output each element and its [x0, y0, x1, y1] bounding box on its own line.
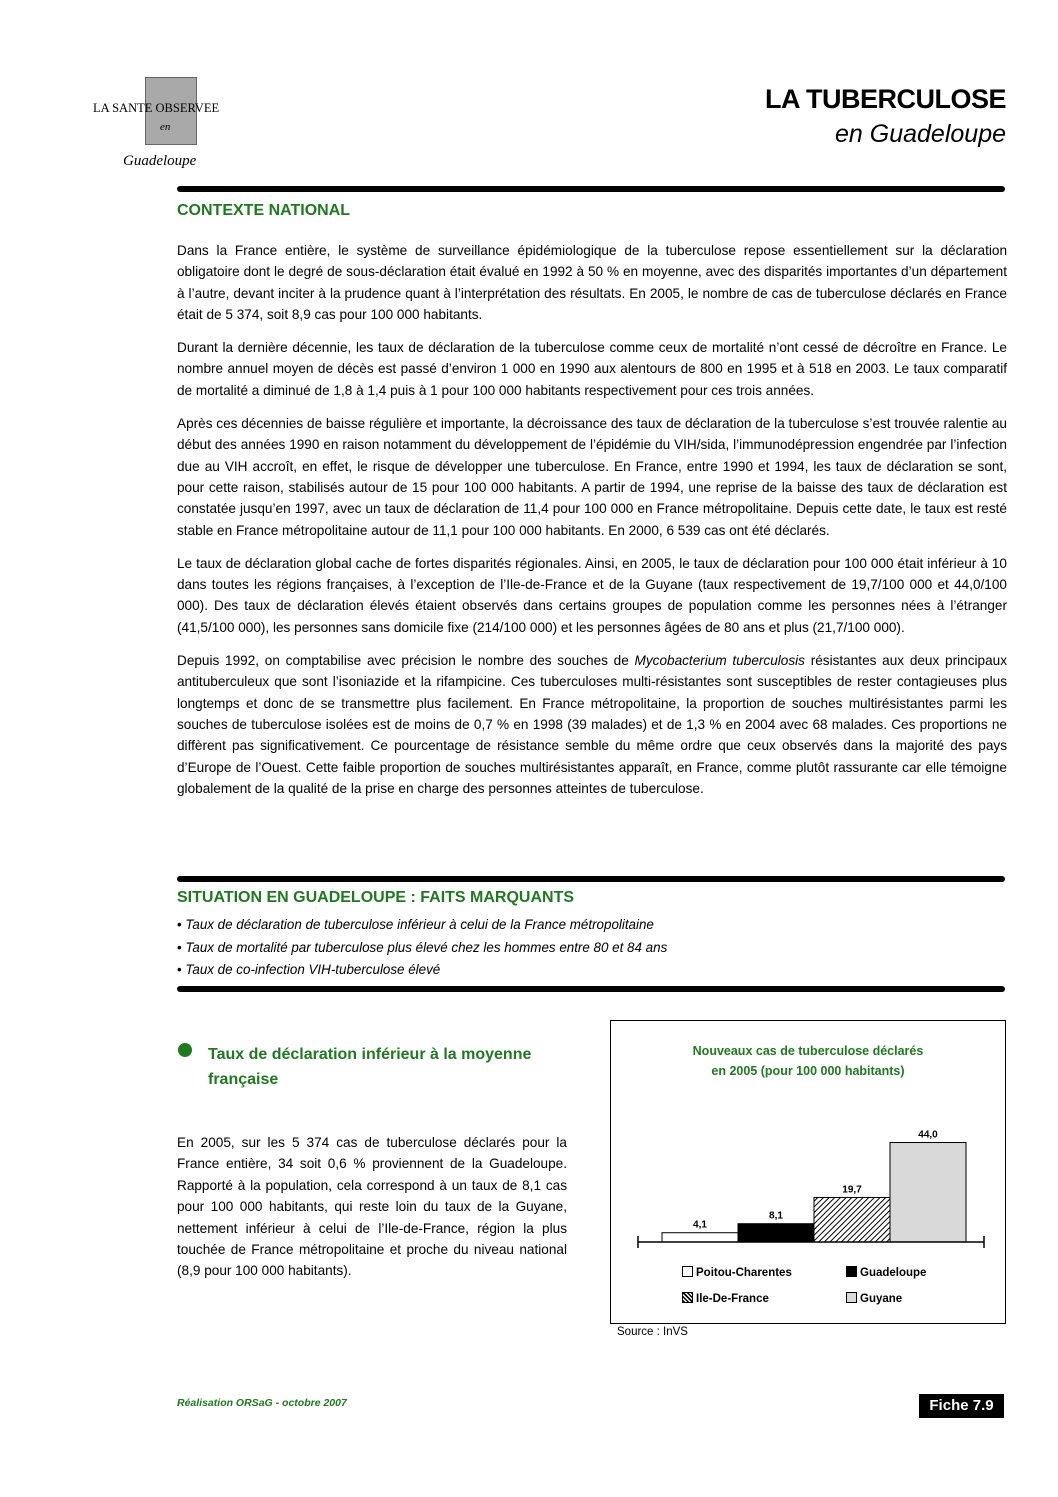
legend-swatch: [846, 1292, 857, 1303]
legend-swatch: [682, 1266, 693, 1277]
list-item: • Taux de mortalité par tuberculose plus élevé chez les hommes entre 80 et 84 ans: [177, 937, 667, 960]
divider-rule-top: [177, 186, 1005, 192]
legend-label: Guyane: [860, 1293, 903, 1305]
data-label: 44,0: [918, 1129, 938, 1141]
legend-item: [682, 1266, 792, 1279]
logo-line-3: Guadeloupe: [123, 153, 197, 169]
logo-line-1: LA SANTE OBSERVEE: [93, 101, 220, 115]
page-subtitle: en Guadeloupe: [835, 120, 1006, 148]
page-title: LA TUBERCULOSE: [765, 84, 1006, 114]
data-label: 19,7: [842, 1184, 862, 1196]
paragraph: Dans la France entière, le système de surveillance épidémiologique de la tuberculose repose essentiellement sur la déclaration obligatoire dont le degré de sous-déclaration était évalué en 1992 à 50 % en moyenne, avec des disparités importantes d’un département à l’autre, devant inciter à la prudence quant à l’interprétation des résultats. En 2005, le nombre de cas de tuberculose déclarés en France était de 5 374, soit 8,9 cas pour 100 000 habitants.: [177, 243, 1007, 322]
logo-line-2: en: [160, 121, 171, 133]
section-body-contexte: [177, 240, 1007, 811]
divider-rule-lower: [177, 986, 1005, 992]
data-label: 4,1: [693, 1219, 707, 1231]
legend-label: Guadeloupe: [860, 1267, 927, 1279]
legend-item: [846, 1266, 926, 1279]
chart-title-line-2: en 2005 (pour 100 000 habitants): [711, 1064, 905, 1078]
section-heading-situation: SITUATION EN GUADELOUPE : FAITS MARQUANTS: [177, 889, 575, 906]
bar-guyane: [890, 1143, 966, 1242]
divider-rule-middle: [177, 876, 1005, 882]
footer-credit: Réalisation ORSaG - octobre 2007: [177, 1397, 347, 1409]
chart-source: Source : InVS: [617, 1326, 688, 1338]
data-label: 8,1: [769, 1210, 783, 1222]
section-title-taux: Taux de déclaration inférieur à la moyenne française: [208, 1046, 532, 1088]
legend-swatch: [682, 1292, 693, 1303]
section-heading-contexte: CONTEXTE NATIONAL: [177, 202, 351, 219]
chart-title-line-1: Nouveaux cas de tuberculose déclarés: [692, 1044, 924, 1058]
legend-label: Poitou-Charentes: [696, 1267, 792, 1279]
section-body-taux: En 2005, sur les 5 374 cas de tuberculose déclarés pour la France entière, 34 soit 0,6 % proviennent de la Guadeloupe. Rapporté à la population, cela correspond à un taux de 8,1 cas pour 100 000 habitants, qui reste loin du taux de la Guyane, nettement inférieur à celui de l’Ile-de-France, région la plus touchée de France métropolitaine et proche du niveau national (8,9 pour 100 000 habitants).: [177, 1135, 567, 1279]
bar-ile-de-france: [814, 1197, 890, 1242]
legend-label: Ile-De-France: [696, 1293, 769, 1305]
legend-swatch: [846, 1266, 857, 1277]
bar-chart: [610, 1020, 1006, 1324]
bar-guadeloupe: [738, 1224, 814, 1242]
paragraph: Durant la dernière décennie, les taux de déclaration de la tuberculose comme ceux de mortalité n’ont cessé de décroître en France. Le nombre annuel moyen de décès est passé d’environ 1 000 en 1990 aux alentours de 800 en 1995 et à 518 en 2003. Le taux comparatif de mortalité a diminué de 1,8 à 1,4 puis à 1 pour 100 000 habitants respectivement pour ces trois années.: [177, 340, 1007, 398]
paragraph: Depuis 1992, on comptabilise avec précision le nombre des souches de Mycobacterium tuberculosis résistantes aux deux principaux antituberculeux que sont l’isoniazide et la rifampicine. Ces tuberculoses multi-résistantes sont susceptibles de rester contagieuses plus longtemps et donc de se transmettre plus facilement. En France métropolitaine, la proportion de souches multirésistantes parmi les souches de tuberculose isolées est de moins de 0,7 % en 1998 (39 malades) et de 1,3 % en 2004 avec 68 malades. Ces proportions ne diffèrent pas significativement. Ce pourcentage de résistance semble du même ordre que ceux observés dans la majorité des pays d’Europe de l’Ouest. Cette faible proportion de souches multirésistantes apparaît, en France, comme plutôt rassurante car elle témoigne globalement de la qualité de la prise en charge des personnes atteintes de tuberculose.: [177, 653, 1007, 796]
bullet-dot-icon: [178, 1043, 192, 1057]
legend-item: [682, 1292, 769, 1305]
list-item: • Taux de co-infection VIH-tuberculose élevé: [177, 959, 667, 982]
list-item: • Taux de déclaration de tuberculose inférieur à celui de la France métropolitaine: [177, 914, 667, 937]
fiche-badge: Fiche 7.9: [919, 1394, 1004, 1418]
highlights-list: [177, 914, 667, 982]
paragraph: Après ces décennies de baisse régulière et importante, la décroissance des taux de déclaration de la tuberculose s’est trouvée ralentie au début des années 1990 en raison notamment du développement de l’épidémie du VIH/sida, l’immunodépression engendrée par l’infection due au VIH accroît, en effet, le risque de développer une tuberculose. En France, entre 1990 et 1994, les taux de déclaration se sont, pour cette raison, stabilisés autour de 15 pour 100 000 habitants. A partir de 1994, une reprise de la baisse des taux de déclaration est constatée jusqu’en 1997, avec un taux de déclaration de 11,4 pour 100 000 en France métropolitaine. Depuis cette date, le taux est resté stable en France métropolitaine autour de 11,1 pour 100 000 habitants. En 2000, 6 539 cas ont été déclarés.: [177, 416, 1007, 538]
paragraph: Le taux de déclaration global cache de fortes disparités régionales. Ainsi, en 2005, le taux de déclaration pour 100 000 était inférieur à 10 dans toutes les régions françaises, à l’exception de l’Ile-de-France et de la Guyane (taux respectivement de 19,7/100 000 et 44,0/100 000). Des taux de déclaration élevés étaient observés dans certains groupes de population comme les personnes nées à l’étranger (41,5/100 000), les personnes sans domicile fixe (214/100 000) et les personnes âgées de 80 ans et plus (21,7/100 000).: [177, 555, 1007, 635]
bar-poitou-charentes: [662, 1233, 738, 1242]
legend-item: [846, 1292, 902, 1305]
